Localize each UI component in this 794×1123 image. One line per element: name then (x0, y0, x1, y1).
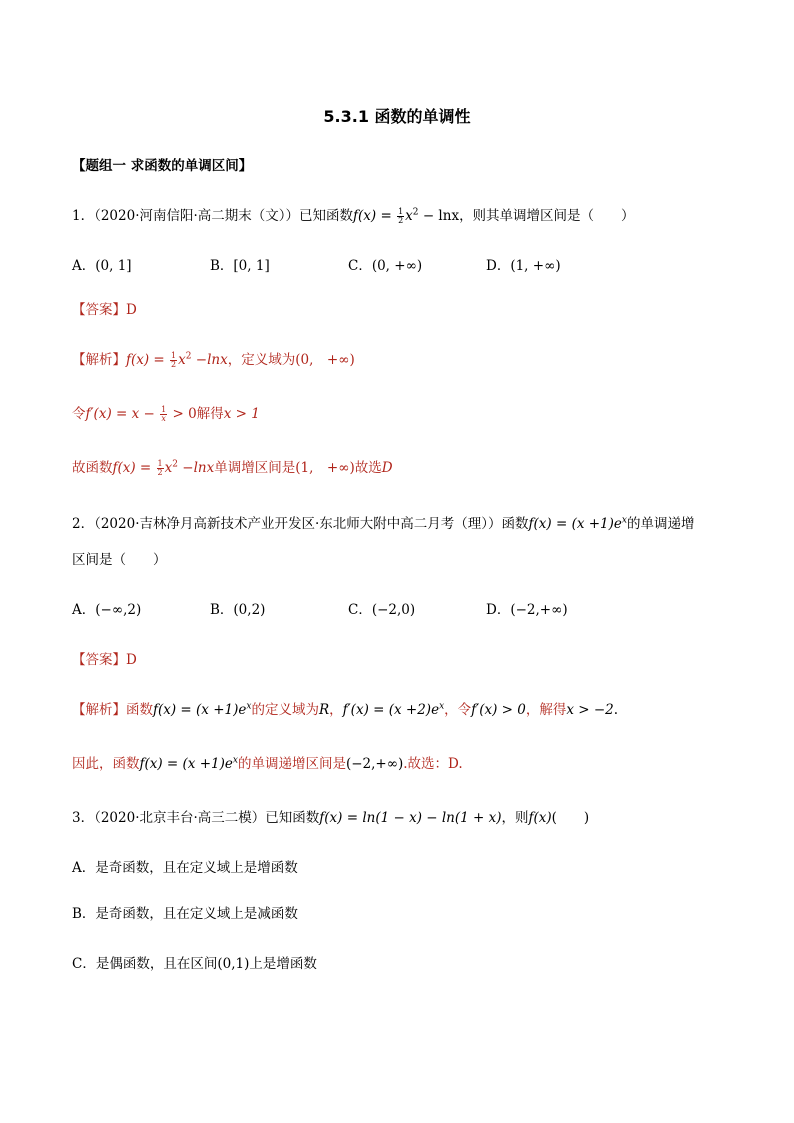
q1-a3-suffix: 单调增区间是(1, +∞)故选 (214, 460, 382, 476)
q1-a2-mid: > 0解得 (172, 406, 224, 422)
q1-func-lhs: f(x) = (353, 208, 392, 224)
q1-analysis-line-1 (72, 350, 355, 370)
q1-answer-label: 【答案】 (72, 302, 126, 318)
q3-optc-interval: (0,1) (217, 956, 250, 972)
q1-frac-den: 2 (398, 216, 404, 225)
q3-optc-prefix: C．是偶函数，且在区间 (72, 956, 218, 972)
q1-a3-prefix: 故函数 (72, 460, 113, 476)
q3-optc-suffix: 上是增函数 (249, 956, 317, 972)
q2-a2-prefix: 因此，函数 (72, 756, 140, 772)
q1-frac-num: 1 (398, 207, 404, 216)
q2-stem-func: f(x) = (x +1)e (528, 516, 622, 532)
question-1-stem (72, 206, 635, 226)
q1-a3-frac-den: 2 (157, 468, 163, 477)
q1-a2-frac-num: 1 (161, 405, 167, 414)
q2-a1-period: . (613, 702, 619, 718)
q2-answer-value: D (126, 652, 137, 668)
q2-a2-mid: 的单调递增区间是 (237, 756, 346, 772)
q1-analysis-frac-num: 1 (171, 351, 177, 360)
q1-a2-frac-den: x (161, 414, 166, 423)
q2-a1-exp2: x (439, 701, 445, 712)
q2-a2-func: f(x) = (x +1)e (139, 756, 233, 772)
q1-analysis-domain: ，定义域为(0, +∞) (227, 352, 355, 368)
q3-stem-fx: f(x) (528, 810, 552, 826)
q1-a3-choice: D (381, 460, 393, 476)
q3-option-b[interactable]: B．是奇函数，且在定义域上是减函数 (72, 906, 298, 922)
q2-a1-condition: f′(x) > 0 (471, 702, 526, 718)
q1-a2-expr: f′(x) = x − (85, 406, 155, 422)
q1-a3-exp: 2 (172, 459, 178, 470)
q1-a2-fraction (160, 406, 167, 423)
q1-func-exp: 2 (412, 207, 419, 218)
q1-analysis-fraction (170, 352, 177, 369)
q1-option-c[interactable]: C．(0, +∞) (348, 258, 423, 274)
q2-a2-interval: (−2,+∞) (345, 756, 404, 772)
q2-option-b[interactable]: B．(0,2) (210, 602, 266, 618)
q3-option-c[interactable] (72, 954, 317, 974)
q1-answer-value: D (126, 302, 137, 318)
q1-option-d[interactable]: D．(1, +∞) (486, 258, 561, 274)
question-3-stem (72, 808, 589, 828)
q1-analysis-exp: 2 (185, 351, 192, 362)
q2-stem-prefix: 2．（2020·吉林净月高新技术产业开发区·东北师大附中高二月考（理））函数 (72, 516, 529, 532)
q2-stem-suffix: 的单调递增 (626, 516, 695, 532)
question-2-stem-line-1 (72, 514, 694, 534)
q2-a2-exp: x (232, 755, 238, 766)
q1-a3-frac-num: 1 (157, 459, 163, 468)
q1-stem-suffix: ，则其单调增区间是（ ） (459, 208, 635, 224)
q1-a2-result: x > 1 (223, 406, 260, 422)
question-2-stem-line-2: 区间是（ ） (72, 552, 167, 568)
q1-stem-prefix: 1．（2020·河南信阳·高二期末（文））已知函数 (72, 208, 354, 224)
q3-stem-func: f(x) = ln(1 − x) − ln(1 + x) (319, 810, 502, 826)
q2-a1-domain: R (318, 702, 330, 718)
section-heading: 【题组一 求函数的单调区间】 (72, 158, 253, 174)
q2-a1-comma: ， (329, 702, 343, 718)
q1-fraction (397, 208, 404, 225)
q1-analysis-frac-den: 2 (171, 360, 177, 369)
q2-a1-func: f(x) = (x +1)e (153, 702, 247, 718)
q2-answer-label: 【答案】 (72, 652, 126, 668)
q1-option-b[interactable]: B．[0, 1] (210, 258, 270, 274)
q2-a1-result: x > −2 (566, 702, 614, 718)
q1-analysis-line-2 (72, 404, 260, 424)
q2-a1-mid: 的定义域为 (251, 702, 319, 718)
q2-a2-suffix: .故选：D. (403, 756, 463, 772)
q2-a1-prefix: 函数 (126, 702, 153, 718)
q1-analysis-lhs: f(x) = (126, 352, 165, 368)
q2-a1-solve: ，解得 (525, 702, 567, 718)
q3-stem-mid: ，则 (501, 810, 529, 826)
q1-analysis-line-3 (72, 458, 393, 478)
q1-a3-x: x (164, 460, 173, 476)
q2-option-d[interactable]: D．(−2,+∞) (486, 602, 568, 618)
q3-stem-suffix: ( ) (551, 810, 590, 826)
q2-a1-let: ，令 (444, 702, 472, 718)
q1-a2-prefix: 令 (72, 406, 86, 422)
q2-analysis-line-2 (72, 754, 463, 774)
q3-option-a[interactable]: A．是奇函数，且在定义域上是增函数 (72, 860, 298, 876)
q1-a3-ln: −lnx (178, 460, 215, 476)
q2-answer (72, 650, 137, 670)
page-title: 5.3.1 函数的单调性 (323, 107, 471, 126)
q1-analysis-label: 【解析】 (72, 352, 126, 368)
q2-option-c[interactable]: C．(−2,0) (348, 602, 416, 618)
q2-analysis-label: 【解析】 (72, 702, 126, 718)
q1-func-x: x (405, 208, 413, 224)
q2-a1-derivative: f′(x) = (x +2)e (342, 702, 440, 718)
q1-analysis-x: x (178, 352, 186, 368)
q1-a3-fraction (157, 460, 164, 477)
q3-stem-prefix: 3．（2020·北京丰台·高三二模）已知函数 (72, 810, 320, 826)
q2-option-a[interactable]: A．(−∞,2) (72, 602, 142, 618)
q2-analysis-line-1 (72, 700, 618, 720)
q1-func-ln: − lnx (418, 208, 460, 224)
q1-analysis-ln: −lnx (191, 352, 228, 368)
q1-option-a[interactable]: A．(0, 1] (72, 258, 132, 274)
q2-stem-exp: x (621, 515, 627, 526)
q2-a1-exp: x (246, 701, 252, 712)
q1-a3-lhs: f(x) = (112, 460, 152, 476)
q1-answer (72, 300, 137, 320)
